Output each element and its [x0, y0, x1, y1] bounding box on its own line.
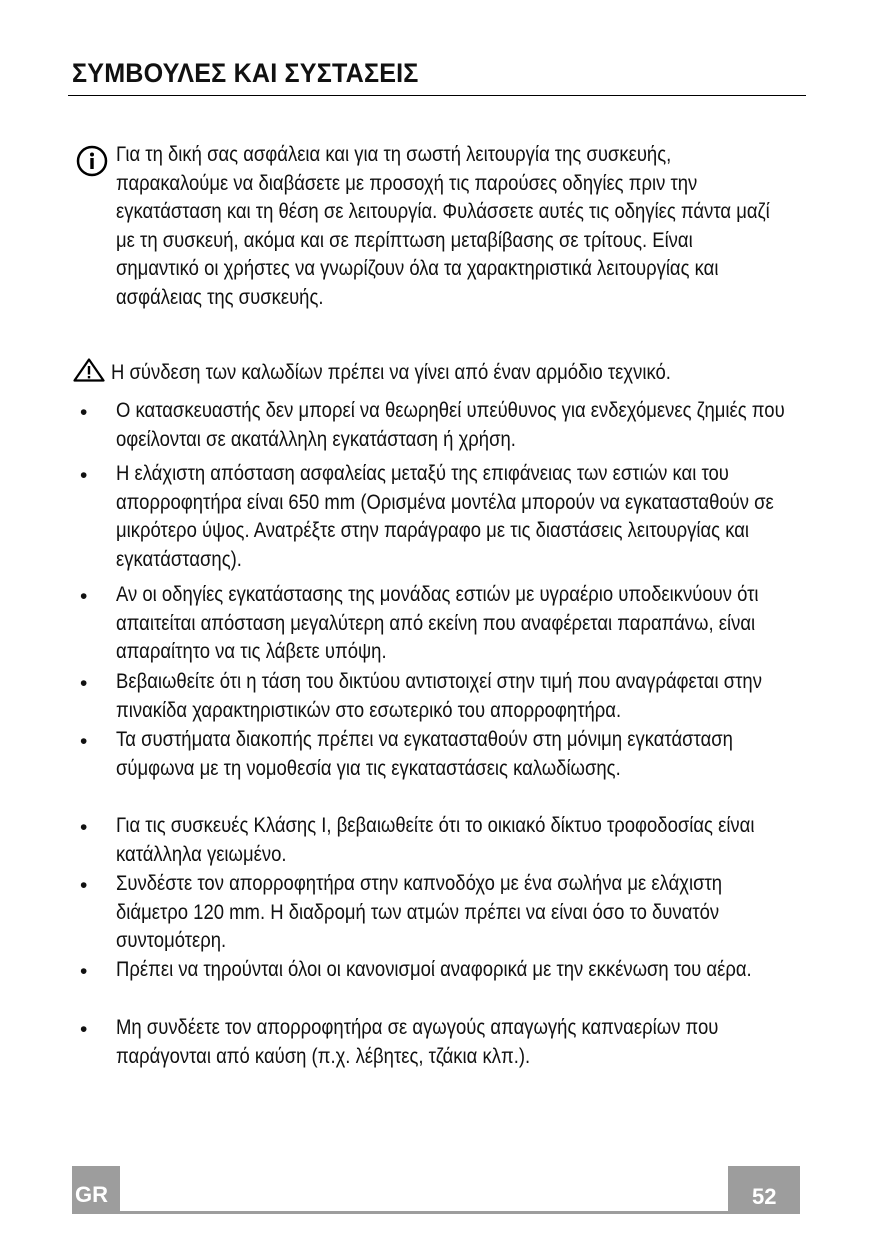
footer-language-box [72, 1166, 120, 1214]
page-number: 52 [752, 1184, 777, 1209]
list-item: Τα συστήματα διακοπής πρέπει να εγκατασταθούν στη μόνιμη εγκατάσταση σύμφωνα με τη νομοθεσία για τις εγκαταστάσεις καλωδίωσης. [116, 728, 733, 780]
bullet-marker: • [80, 730, 88, 753]
list-item: Για τις συσκευές Κλάσης Ι, βεβαιωθείτε ότι το οικιακό δίκτυο τροφοδοσίας είναι κατάλληλα γειωμένο. [116, 814, 755, 866]
warning-line: Η σύνδεση των καλωδίων πρέπει να γίνει από έναν αρμόδιο τεχνικό. [111, 361, 671, 384]
list-item: Αν οι οδηγίες εγκατάστασης της μονάδας εστιών με υγραέριο υποδεικνύουν ότι απαιτείται απόσταση μεγαλύτερη από εκείνη που αναφέρεται παραπάνω, είναι απαραίτητο να τις λάβετε υπόψη. [116, 583, 759, 664]
footer-rule [120, 1211, 730, 1214]
bullet-marker: • [80, 1018, 88, 1041]
bullet-marker: • [80, 585, 88, 608]
list-item: Μη συνδέετε τον απορροφητήρα σε αγωγούς απαγωγής καπναερίων που παράγονται από καύση (π.χ. λέβητες, τζάκια κλπ.). [116, 1016, 719, 1068]
list-item: Η ελάχιστη απόσταση ασφαλείας μεταξύ της επιφάνειας των εστιών και του απορροφητήρα είναι 650 mm (Ορισμένα μοντέλα μπορούν να εγκατασταθούν σε μικρότερο ύψος. Ανατρέξτε στην παράγραφο με τις διαστάσεις λειτουργίας και εγκατάστασης). [116, 462, 774, 571]
warning-triangle-icon [73, 358, 105, 382]
bullet-marker: • [80, 960, 88, 983]
page-number-box [728, 1166, 800, 1214]
list-item: Βεβαιωθείτε ότι η τάση του δικτύου αντιστοιχεί στην τιμή που αναγράφεται στην πινακίδα χαρακτηριστικών στο εσωτερικό του απορροφητήρα. [116, 670, 762, 722]
info-circle-icon [76, 145, 108, 177]
bullet-marker: • [80, 874, 88, 897]
bullet-marker: • [80, 816, 88, 839]
bullet-marker: • [80, 672, 88, 695]
bullet-marker: • [80, 401, 88, 424]
list-item: Συνδέστε τον απορροφητήρα στην καπνοδόχο με ένα σωλήνα με ελάχιστη διάμετρο 120 mm. Η διαδρομή των ατμών πρέπει να είναι όσο το δυνατόν συντομότερη. [116, 872, 723, 953]
page-title: ΣΥΜΒΟΥΛΕΣ ΚΑΙ ΣΥΣΤΑΣΕΙΣ [72, 58, 419, 88]
footer-language-label: GR [75, 1182, 108, 1207]
list-item: Πρέπει να τηρούνται όλοι οι κανονισμοί αναφορικά με την εκκένωση του αέρα. [116, 958, 752, 981]
bullet-marker: • [80, 464, 88, 487]
title-rule [68, 95, 806, 96]
list-item: Ο κατασκευαστής δεν μπορεί να θεωρηθεί υπεύθυνος για ενδεχόμενες ζημιές που οφείλονται σε ακατάλληλη εγκατάσταση ή χρήση. [116, 399, 785, 451]
info-paragraph: Για τη δική σας ασφάλεια και για τη σωστή λειτουργία της συσκευής, παρακαλούμε να διαβάσετε με προσοχή τις παρούσες οδηγίες πριν την εγκατάσταση και τη θέση σε λειτουργία. Φυλάσσετε αυτές τις οδηγίες πάντα μαζί με τη συσκευή, ακόμα και σε περίπτωση μεταβίβασης σε τρίτους. Είναι σημαντικό οι χρήστες να γνωρίζουν όλα τα χαρακτηριστικά λειτουργίας και ασφάλειας της συσκευής. [116, 143, 770, 309]
